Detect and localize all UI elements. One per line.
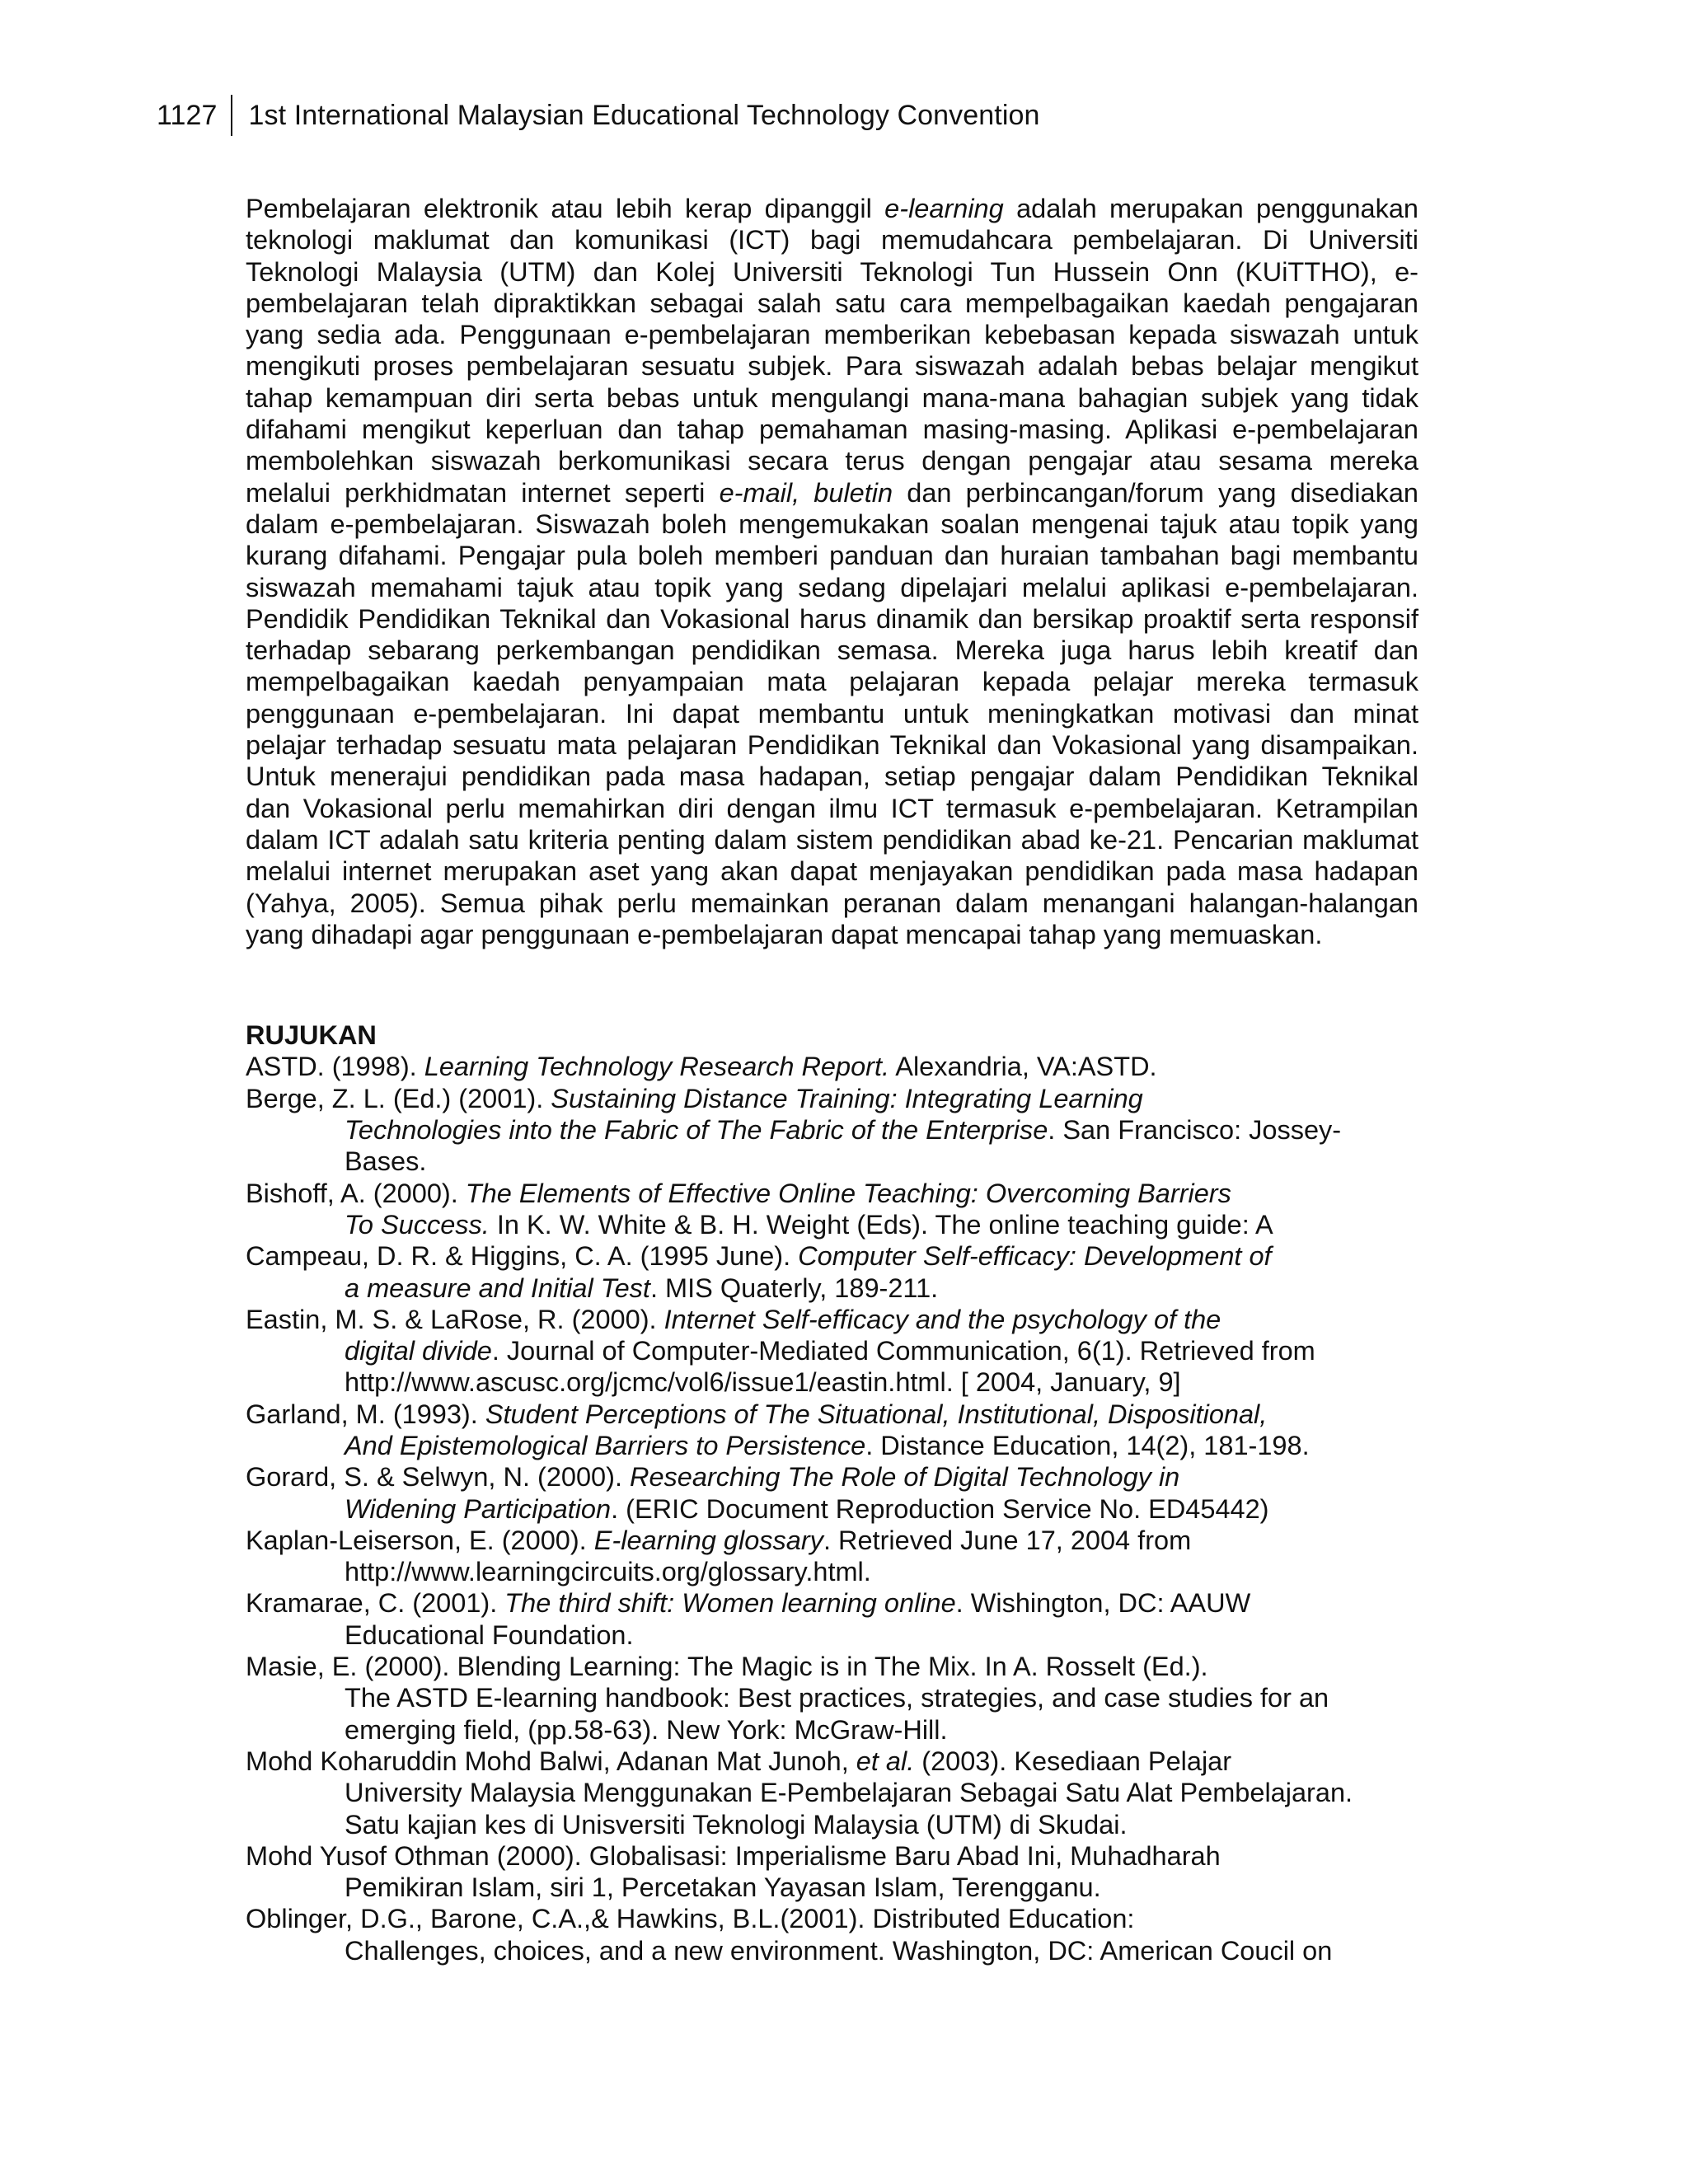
text-run: . Retrieved June 17, 2004 from — [823, 1525, 1192, 1555]
text-run: mempelbagaikan kaedah penyampaian mata pelajaran kepada pelajar mereka termasuk — [246, 667, 1418, 697]
italic-text: Computer Self-efficacy: Development of — [798, 1241, 1272, 1272]
reference-line — [246, 1051, 1418, 1082]
page-header — [157, 92, 1040, 138]
reference-line — [246, 1178, 1418, 1209]
reference-entry — [246, 1461, 1418, 1525]
page-number: 1127 — [157, 99, 218, 131]
text-run: dalam e-pembelajaran. Siswazah boleh mengemukakan soalan mengenai tajuk atau topik yang — [246, 509, 1418, 539]
reference-entry — [246, 1840, 1418, 1904]
reference-line — [246, 1240, 1418, 1272]
reference-line — [246, 1746, 1418, 1777]
text-run: mengikuti proses pembelajaran sesuatu subjek. Para siswazah adalah bebas belajar mengikut — [246, 351, 1418, 382]
text-run: Untuk menerajui pendidikan pada masa hadapan, setiap pengajar dalam Pendidikan Teknikal — [246, 762, 1418, 792]
paragraph-line — [246, 319, 1418, 350]
reference-entry — [246, 1525, 1418, 1588]
reference-line — [246, 1304, 1418, 1335]
running-title: 1st International Malaysian Educational Technology Convention — [248, 99, 1040, 131]
text-run: Kaplan-Leiserson, E. (2000). — [246, 1525, 594, 1555]
reference-list — [246, 1051, 1418, 1966]
paragraph-line — [246, 572, 1418, 603]
text-run: In K. W. White & B. H. Weight (Eds). The online teaching guide: A — [489, 1209, 1273, 1240]
body-paragraph — [246, 193, 1418, 950]
italic-text: E-learning glossary — [593, 1525, 823, 1555]
italic-text: Widening Participation — [345, 1493, 612, 1524]
italic-text: And Epistemological Barriers to Persistence — [345, 1430, 866, 1460]
text-run: tahap kemampuan diri serta bebas untuk mengulangi mana-mana bahagian subjek yang tidak — [246, 382, 1418, 413]
reference-line — [246, 1619, 1418, 1651]
text-run: . MIS Quaterly, 189-211. — [649, 1272, 939, 1303]
italic-text: et al. — [856, 1746, 915, 1776]
italic-text: Sustaining Distance Training: Integrating Learning — [551, 1083, 1143, 1113]
text-run: Pembelajaran elektronik atau lebih kerap dipanggil — [246, 194, 885, 223]
text-run: difahami mengikut keperluan dan tahap pemahaman masing-masing. Aplikasi e-pembelajaran — [246, 415, 1418, 445]
italic-text: The third shift: Women learning online — [504, 1588, 956, 1619]
text-run: ASTD. (1998). — [246, 1052, 424, 1082]
italic-text: e-learning — [884, 194, 1004, 223]
text-run: The ASTD E-learning handbook: Best practices, strategies, and case studies for an — [345, 1683, 1329, 1713]
text-run: Pemikiran Islam, siri 1, Percetakan Yayasan Islam, Terengganu. — [345, 1872, 1101, 1903]
paragraph-line — [246, 888, 1418, 919]
reference-entry — [246, 1746, 1418, 1840]
paragraph-line — [246, 793, 1418, 824]
italic-text: The Elements of Effective Online Teaching: Overcoming Barriers — [465, 1178, 1231, 1208]
paragraph-line — [246, 288, 1418, 319]
paragraph-line — [246, 635, 1418, 666]
paragraph-line — [246, 824, 1418, 855]
reference-line — [246, 1335, 1418, 1366]
text-run: siswazah memahami tajuk atau topik yang sedang dipelajari melalui aplikasi e-pembelajaran. — [246, 572, 1418, 602]
reference-entry — [246, 1587, 1418, 1651]
text-run: Satu kajian kes di Unisversiti Teknologi Malaysia (UTM) di Skudai. — [345, 1809, 1128, 1840]
text-run: Mohd Yusof Othman (2000). Globalisasi: Imperialisme Baru Abad Ini, Muhadharah — [246, 1840, 1221, 1871]
paragraph-line — [246, 666, 1418, 697]
paragraph-line — [246, 256, 1418, 288]
paragraph-line — [246, 509, 1418, 540]
text-run: emerging field, (pp.58-63). New York: McGraw-Hill. — [345, 1714, 948, 1745]
paragraph-line — [246, 761, 1418, 792]
reference-line — [246, 1777, 1418, 1808]
italic-text: Student Perceptions of The Situational, Institutional, Dispositional, — [485, 1399, 1268, 1429]
text-run: . Journal of Computer-Mediated Communication, 6(1). Retrieved from — [491, 1336, 1315, 1366]
reference-line — [246, 1430, 1418, 1461]
reference-entry — [246, 1304, 1418, 1399]
header-divider — [231, 95, 232, 136]
text-run: http://www.ascusc.org/jcmc/vol6/issue1/eastin.html. [ 2004, January, 9] — [345, 1367, 1181, 1398]
text-run: Educational Foundation. — [345, 1619, 634, 1650]
text-run: Kramarae, C. (2001). — [246, 1588, 505, 1619]
reference-line — [246, 1493, 1418, 1525]
references-section — [246, 1019, 1418, 1966]
text-run: University Malaysia Menggunakan E-Pembelajaran Sebagai Satu Alat Pembelajaran. — [345, 1778, 1353, 1808]
text-run: dan perbincangan/forum yang disediakan — [893, 477, 1418, 508]
text-run: Alexandria, VA:ASTD. — [889, 1052, 1157, 1082]
reference-line — [246, 1935, 1418, 1966]
reference-line — [246, 1366, 1418, 1398]
paragraph-line — [246, 445, 1418, 476]
italic-text: Technologies into the Fabric of The Fabric of the Enterprise — [345, 1115, 1048, 1146]
reference-line — [246, 1651, 1418, 1682]
italic-text: Learning Technology Research Report. — [424, 1052, 890, 1082]
reference-line — [246, 1114, 1418, 1146]
reference-line — [246, 1587, 1418, 1619]
reference-entry — [246, 1051, 1418, 1082]
text-run: (2003). Kesediaan Pelajar — [914, 1746, 1232, 1776]
text-run: pembelajaran telah dipraktikkan sebagai salah satu cara mempelbagaikan kaedah pengajaran — [246, 288, 1418, 318]
reference-entry — [246, 1399, 1418, 1462]
text-run: melalui perkhidmatan internet seperti — [246, 477, 720, 508]
reference-line — [246, 1903, 1418, 1934]
reference-line — [246, 1461, 1418, 1493]
text-run: http://www.learningcircuits.org/glossary.html. — [345, 1557, 871, 1587]
paragraph-line — [246, 540, 1418, 571]
reference-line — [246, 1083, 1418, 1114]
reference-line — [246, 1146, 1418, 1177]
text-run: Oblinger, D.G., Barone, C.A.,& Hawkins, B.L.(2001). Distributed Education: — [246, 1904, 1135, 1934]
text-run: Mohd Koharuddin Mohd Balwi, Adanan Mat Junoh, — [246, 1746, 856, 1776]
italic-text: e-mail, buletin — [719, 477, 893, 508]
text-run: Teknologi Malaysia (UTM) dan Kolej Universiti Teknologi Tun Hussein Onn (KUiTTHO), e- — [246, 256, 1418, 287]
text-run: . San Francisco: Jossey- — [1048, 1115, 1342, 1146]
reference-entry — [246, 1240, 1418, 1304]
italic-text: a measure and Initial Test — [345, 1272, 650, 1303]
text-run: . Wishington, DC: AAUW — [955, 1588, 1251, 1619]
italic-text: To Success. — [345, 1209, 490, 1240]
reference-line — [246, 1399, 1418, 1430]
text-run: penggunaan e-pembelajaran. Ini dapat membantu untuk meningkatkan motivasi dan minat — [246, 698, 1418, 729]
text-run: Bases. — [345, 1146, 427, 1177]
text-run: (Yahya, 2005). Semua pihak perlu memainkan peranan dalam menangani halangan-halangan — [246, 888, 1418, 918]
text-run: yang dihadapi agar penggunaan e-pembelajaran dapat mencapai tahap yang memuaskan. — [246, 919, 1323, 949]
reference-entry — [246, 1083, 1418, 1178]
paragraph-line — [246, 350, 1418, 382]
text-run: Pendidik Pendidikan Teknikal dan Vokasional harus dinamik dan bersikap proaktif serta responsif — [246, 603, 1418, 634]
paragraph-line — [246, 855, 1418, 887]
italic-text: Researching The Role of Digital Technology in — [630, 1462, 1180, 1493]
references-heading: RUJUKAN — [246, 1020, 377, 1051]
page-content — [246, 193, 1418, 1966]
reference-line — [246, 1714, 1418, 1746]
reference-line — [246, 1840, 1418, 1872]
text-run: . (ERIC Document Reproduction Service No. ED45442) — [611, 1493, 1269, 1524]
text-run: Eastin, M. S. & LaRose, R. (2000). — [246, 1304, 664, 1334]
text-run: Masie, E. (2000). Blending Learning: The Magic is in The Mix. In A. Rosselt (Ed.). — [246, 1652, 1208, 1682]
paragraph-line — [246, 477, 1418, 509]
text-run: teknologi maklumat dan komunikasi (ICT) bagi memudahcara pembelajaran. Di Universiti — [246, 225, 1418, 255]
paragraph-line — [246, 193, 1418, 224]
italic-text: digital divide — [345, 1336, 492, 1366]
italic-text: Internet Self-efficacy and the psychology of the — [663, 1304, 1221, 1334]
text-run: membolehkan siswazah berkomunikasi secara terus dengan pengajar atau sesama mereka — [246, 446, 1418, 476]
text-run: adalah merupakan penggunakan — [1003, 194, 1419, 223]
text-run: dalam ICT adalah satu kriteria penting dalam sistem pendidikan abad ke-21. Pencarian maklumat — [246, 824, 1418, 855]
reference-line — [246, 1809, 1418, 1840]
text-run: . Distance Education, 14(2), 181-198. — [865, 1430, 1310, 1460]
text-run: yang sedia ada. Penggunaan e-pembelajaran memberikan kebebasan kepada siswazah untuk — [246, 320, 1418, 350]
text-run: Campeau, D. R. & Higgins, C. A. (1995 June). — [246, 1241, 799, 1272]
reference-line — [246, 1682, 1418, 1713]
paragraph-line — [246, 224, 1418, 255]
text-run: dan Vokasional perlu memahirkan diri dengan ilmu ICT termasuk e-pembelajaran. Ketrampilan — [246, 793, 1418, 823]
reference-entry — [246, 1651, 1418, 1746]
text-run: Berge, Z. L. (Ed.) (2001). — [246, 1083, 551, 1113]
text-run: melalui internet merupakan aset yang akan dapat menjayakan pendidikan pada masa hadapan — [246, 856, 1418, 887]
reference-entry — [246, 1178, 1418, 1241]
text-run: Challenges, choices, and a new environment. Washington, DC: American Coucil on — [345, 1935, 1333, 1966]
paragraph-line — [246, 919, 1418, 950]
reference-line — [246, 1525, 1418, 1556]
paragraph-line — [246, 382, 1418, 414]
paragraph-line — [246, 698, 1418, 729]
text-run: kurang difahami. Pengajar pula boleh memberi panduan dan huraian tambahan bagi membantu — [246, 541, 1418, 571]
reference-entry — [246, 1903, 1418, 1966]
text-run: Bishoff, A. (2000). — [246, 1178, 466, 1208]
reference-line — [246, 1872, 1418, 1903]
reference-line — [246, 1556, 1418, 1587]
text-run: Garland, M. (1993). — [246, 1399, 485, 1429]
paragraph-line — [246, 729, 1418, 761]
text-run: Gorard, S. & Selwyn, N. (2000). — [246, 1462, 631, 1493]
text-run: pelajar terhadap sesuatu mata pelajaran Pendidikan Teknikal dan Vokasional yang disampaikan. — [246, 730, 1418, 761]
paragraph-line — [246, 603, 1418, 635]
text-run: terhadap sebarang perkembangan pendidikan semasa. Mereka juga harus lebih kreatif dan — [246, 635, 1418, 666]
reference-line — [246, 1272, 1418, 1304]
paragraph-line — [246, 414, 1418, 445]
reference-line — [246, 1209, 1418, 1240]
